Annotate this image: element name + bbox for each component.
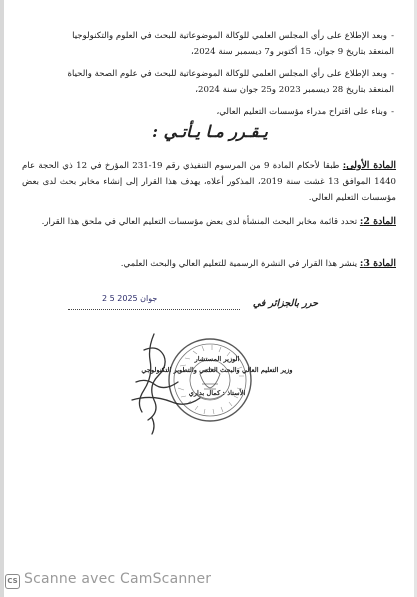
handwritten-date: 2 5 جوان 2025 bbox=[102, 294, 158, 303]
scan-edge-left bbox=[0, 0, 4, 597]
article-2-text: تحدد قائمة مخابر البحث المنشأة لدى بعض مؤسسات التعليم العالي في ملحق هذا القرار. bbox=[41, 217, 358, 227]
scanner-watermark bbox=[0, 570, 417, 597]
article-2 bbox=[22, 214, 396, 230]
visa-2-line-1: وبعد الإطلاع على رأي المجلس العلمي للوكالة الموضوعاتية للبحث في علوم الصحة والحياة bbox=[67, 69, 388, 79]
visa-paragraph-2 bbox=[22, 66, 394, 98]
signatory-line-3: الأستاذ : كمال بداري bbox=[188, 389, 246, 397]
decision-heading: يـقـرر مـا يـأتـي : bbox=[152, 122, 268, 141]
visa-paragraph-3 bbox=[22, 104, 394, 120]
article-1 bbox=[22, 158, 396, 206]
camscanner-logo-icon: CS bbox=[5, 574, 20, 589]
bullet: - bbox=[391, 69, 394, 79]
article-3-label: المادة 3: bbox=[359, 258, 396, 269]
visa-1-line-1: وبعد الإطلاع على رأي المجلس العلمي للوكالة الموضوعاتية للبحث في العلوم والتكنولوجيا bbox=[72, 31, 388, 41]
signatory-line-2: وزير التعليم العالي والبحث العلمي والتطوير التكنولوجي bbox=[141, 366, 293, 374]
visa-paragraph-1 bbox=[22, 28, 394, 60]
scanner-watermark-text: Scanne avec CamScanner bbox=[24, 571, 212, 587]
visa-1-line-2: المنعقد بتاريخ 9 جوان، 15 أكتوبر و7 ديسمبر سنة 2024، bbox=[190, 47, 394, 57]
done-at-line bbox=[68, 296, 318, 314]
visa-2-line-2: المنعقد بتاريخ 28 ديسمبر 2023 و25 جوان سنة 2024، bbox=[195, 85, 394, 95]
signatory-line-1: الوزير المستشار bbox=[194, 355, 240, 363]
visa-3-line-1: وبناء على اقتراح مدراء مؤسسات التعليم العالي، bbox=[216, 107, 388, 117]
bullet: - bbox=[391, 31, 394, 41]
article-3 bbox=[22, 256, 396, 272]
article-2-label: المادة 2: bbox=[359, 216, 396, 227]
article-3-text: ينشر هذا القرار في النشرة الرسمية للتعليم العالي والبحث العلمي. bbox=[120, 259, 358, 269]
handwritten-signature-icon bbox=[96, 330, 256, 440]
article-1-label: المادة الأولى: bbox=[342, 160, 397, 171]
dotted-line bbox=[68, 309, 240, 310]
bullet: - bbox=[391, 107, 394, 117]
done-at-place: حرر بالجزائر في bbox=[252, 298, 318, 309]
article-1-text: طبقا لأحكام المادة 9 من المرسوم التنفيذي رقم 19-231 المؤرخ في 12 ذي الحجة عام 1440 الموافق 13 غشت سنة 2019، المذكور أعلاه، يهدف هذا القرار إلى إنشاء مخابر بحث لدى بعض مؤسسات التعليم العالي. bbox=[22, 161, 397, 203]
